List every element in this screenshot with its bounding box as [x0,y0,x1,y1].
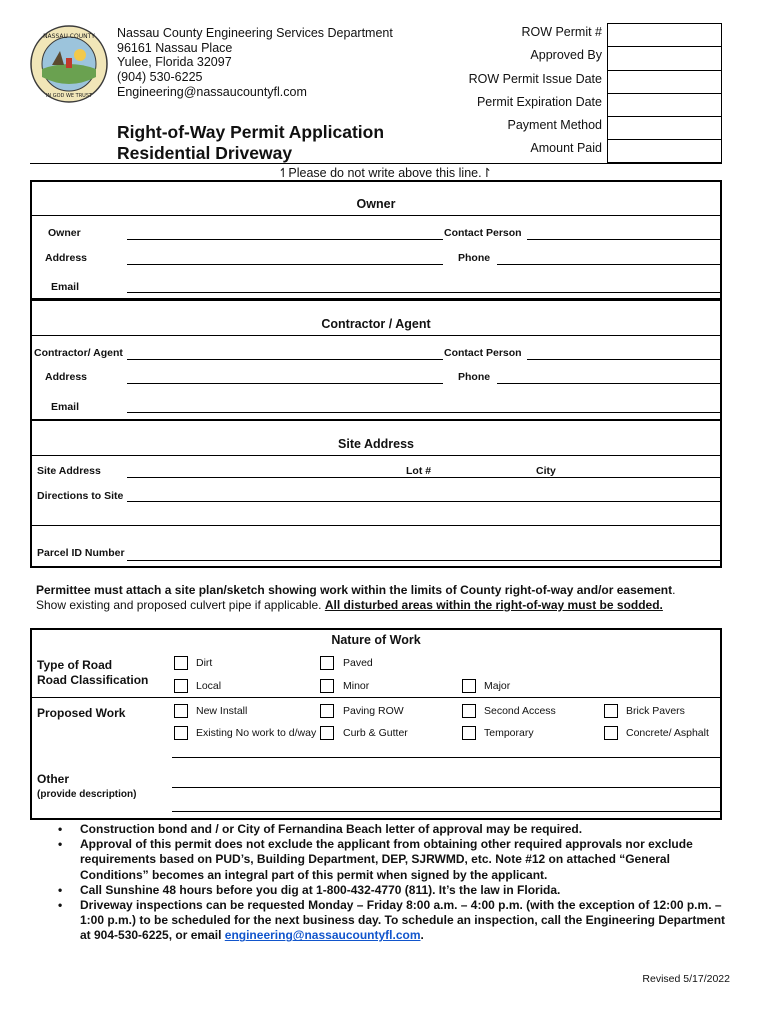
dept-city: Yulee, Florida 32097 [117,55,232,70]
dept-street: 96161 Nassau Place [117,40,233,55]
road-type-label-1: Type of Road [37,658,113,672]
form-title-line2: Residential Driveway [117,143,293,163]
brick-pavers-label: Brick Pavers [626,705,685,717]
temporary-label: Temporary [484,727,534,739]
requirement-period: . [672,583,676,597]
engineering-email-link[interactable]: engineering@nassaucountyfl.com [224,928,421,943]
temporary-checkbox[interactable] [462,726,476,740]
local-checkbox[interactable] [174,679,188,693]
minor-label: Minor [343,680,370,692]
paved-checkbox[interactable] [320,656,334,670]
revision-date: Revised 5/17/2022 [642,973,730,985]
office-field-approved-by[interactable] [608,47,721,70]
site-address-label: Site Address [37,465,101,477]
office-use-labels [380,24,602,164]
office-label-expiration-date: Permit Expiration Date [476,94,602,109]
site-heading: Site Address [338,437,414,451]
road-type-label [37,658,148,688]
directions-field-line2[interactable] [32,525,720,526]
do-not-write-note: ↿Please do not write above this line.↾ [277,166,493,180]
contractor-email-label: Email [51,401,80,413]
directions-field[interactable] [127,501,720,502]
office-field-permit-number[interactable] [608,24,721,47]
parcel-id-label: Parcel ID Number [37,547,125,559]
other-sub-label: (provide description) [37,789,137,800]
svg-text:NASSAU COUNTY: NASSAU COUNTY [43,33,95,40]
contractor-address-label: Address [45,371,88,383]
road-type-label-2: Road Classification [37,673,149,687]
directions-label: Directions to Site [37,490,124,502]
proposed-work-label: Proposed Work [37,706,126,720]
other-label: Other [37,772,70,786]
office-field-expiration-date[interactable] [608,94,721,117]
contractor-phone-field[interactable] [497,383,720,384]
contractor-phone-label: Phone [458,371,491,383]
concrete-asphalt-checkbox[interactable] [604,726,618,740]
owner-phone-label: Phone [458,252,491,264]
existing-checkbox[interactable] [174,726,188,740]
site-plan-requirement: Permittee must attach a site plan/sketch showing work within the limits of County right-of-way and/or easement [36,583,673,597]
parcel-id-field[interactable] [127,560,720,561]
city-label: City [536,465,556,477]
paved-label: Paved [343,657,373,669]
contractor-heading: Contractor / Agent [321,317,431,331]
owner-label: Owner [48,227,81,239]
curb-gutter-label: Curb & Gutter [343,727,408,739]
contractor-heading-rule [32,335,720,336]
owner-address-field[interactable] [127,264,443,265]
site-plan-instructions [36,583,736,613]
site-section [30,419,722,568]
owner-address-label: Address [45,252,88,264]
svg-text:IN GOD WE TRUST: IN GOD WE TRUST [45,93,93,99]
site-heading-rule [32,455,720,456]
dept-phone: (904) 530-6225 [117,70,203,85]
dirt-checkbox[interactable] [174,656,188,670]
owner-heading: Owner [356,197,396,211]
conditions-list [58,822,738,944]
office-field-amount-paid[interactable] [608,140,721,163]
office-label-approved-by: Approved By [530,48,602,63]
form-title [117,122,384,164]
major-label: Major [484,680,511,692]
office-use-box [607,23,722,163]
paving-row-checkbox[interactable] [320,704,334,718]
office-field-payment-method[interactable] [608,117,721,140]
owner-email-label: Email [51,281,80,293]
owner-heading-rule [32,215,720,216]
owner-contact-label: Contact Person [444,227,522,239]
owner-contact-field[interactable] [527,239,720,240]
other-description-field-line2[interactable] [172,811,720,812]
lot-label: Lot # [406,465,432,477]
sod-requirement: All disturbed areas within the right-of-way must be sodded. [324,598,663,612]
form-title-line1: Right-of-Way Permit Application [117,122,385,142]
road-divider [32,697,720,698]
dirt-label: Dirt [196,657,213,669]
contractor-section [30,299,722,421]
owner-email-field[interactable] [127,292,720,293]
new-install-checkbox[interactable] [174,704,188,718]
proposed-divider [172,757,720,758]
owner-name-field[interactable] [127,239,443,240]
site-address-field[interactable] [127,477,720,478]
contractor-contact-field[interactable] [527,359,720,360]
existing-label: Existing No work to d/way [196,727,317,739]
county-seal-logo [30,25,108,103]
local-label: Local [196,680,222,692]
other-description-field[interactable] [172,787,720,788]
contractor-address-field[interactable] [127,383,443,384]
nature-of-work-section [30,628,722,820]
approvals-bullet: • Approval of this permit does not exclude the applicant from obtaining other required approvals nor exclude requirements based on PUD’s, Building Department, DEP, SJRWMD, etc. Note #12 on attached “General Conditions” becomes an integral part of this permit when signed by the applicant. [58,837,738,883]
inspection-text: Driveway inspections can be requested Monday – Friday 8:00 a.m. – 4:00 p.m. (with the exception of 12:00 p.m. – 1:00 p.m.) to be scheduled for the next business day. To schedule an inspection, call the Engineering Department at 904-530-6225, or email [80,898,726,943]
culvert-note: Show existing and proposed culvert pipe if applicable. [36,598,322,612]
paving-row-label: Paving ROW [343,705,404,717]
contractor-name-field[interactable] [127,359,443,360]
concrete-asphalt-label: Concrete/ Asphalt [626,727,709,739]
office-label-issue-date: ROW Permit Issue Date [468,71,602,86]
contractor-label: Contractor/ Agent [34,347,123,359]
new-install-label: New Install [196,705,248,717]
contractor-email-field[interactable] [127,412,720,413]
brick-pavers-checkbox[interactable] [604,704,618,718]
inspection-bullet [58,898,738,944]
dept-email: Engineering@nassaucountyfl.com [117,84,307,99]
office-field-issue-date[interactable] [608,71,721,94]
owner-section [30,180,722,300]
owner-phone-field[interactable] [497,264,720,265]
office-label-amount-paid: Amount Paid [530,141,602,156]
dept-name: Nassau County Engineering Services Department [117,26,393,40]
header-divider [30,163,722,164]
second-access-checkbox[interactable] [462,704,476,718]
sunshine-bullet: • Call Sunshine 48 hours before you dig at 1-800-432-4770 (811). It’s the law in Florida. [58,883,738,898]
department-address [117,26,393,100]
minor-checkbox[interactable] [320,679,334,693]
contractor-contact-label: Contact Person [444,347,522,359]
bond-bullet: • Construction bond and / or City of Fernandina Beach letter of approval may be required. [58,822,738,837]
second-access-label: Second Access [484,705,556,717]
office-label-permit-number: ROW Permit # [521,25,602,39]
major-checkbox[interactable] [462,679,476,693]
inspection-end: . [420,928,424,943]
nature-heading: Nature of Work [331,633,421,647]
office-label-payment-method: Payment Method [507,118,602,133]
curb-gutter-checkbox[interactable] [320,726,334,740]
